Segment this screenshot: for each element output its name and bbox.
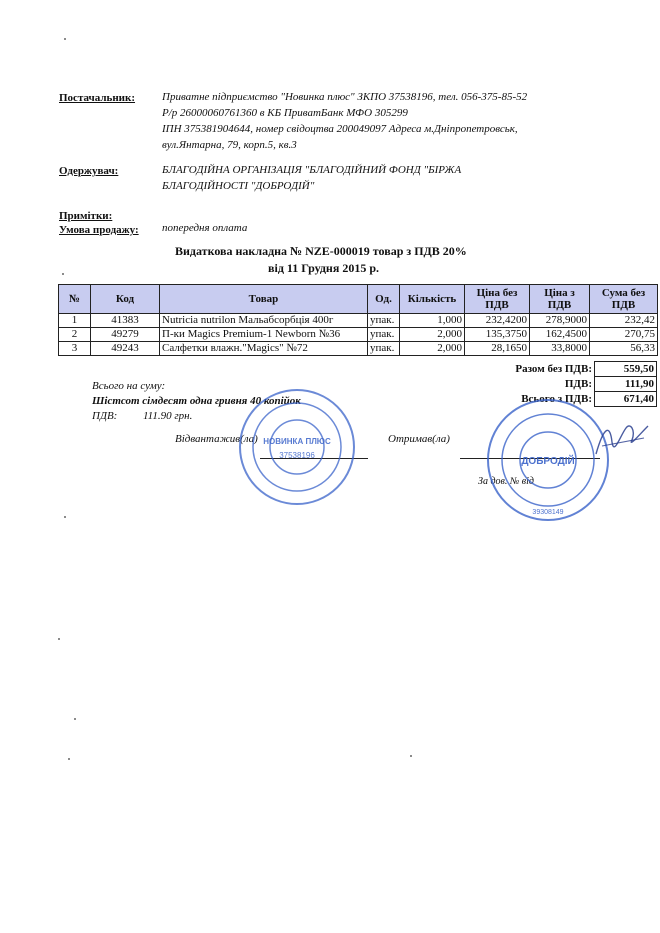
cell-number: 2 [59, 328, 91, 342]
header-quantity: Кількість [400, 285, 465, 314]
buyer-line: БЛАГОДІЙНОСТІ "ДОБРОДІЙ" [162, 180, 315, 192]
cell-quantity: 2,000 [400, 328, 465, 342]
buyer-signature [592, 416, 652, 462]
cell-sum-net: 270,75 [590, 328, 658, 342]
header-price-net: Ціна без ПДВ [465, 285, 530, 314]
total-vat-value: 111,90 [595, 377, 657, 392]
terms-value: попередня оплата [162, 222, 248, 234]
scan-speck [62, 273, 64, 275]
sum-words-text: Шістсот сімдесят одна гривня 40 копійок [92, 395, 301, 407]
scan-speck [410, 755, 412, 757]
received-by-label: Отримав(ла) [388, 433, 450, 445]
shipped-by-label: Відвантажив(ла) [175, 433, 258, 445]
cell-unit: упак. [368, 314, 400, 328]
cell-quantity: 1,000 [400, 314, 465, 328]
total-gross-label: Всього з ПДВ: [521, 393, 592, 405]
scan-speck [64, 38, 66, 40]
header-price-gross: Ціна з ПДВ [530, 285, 590, 314]
cell-price-net: 135,3750 [465, 328, 530, 342]
cell-price-gross: 278,9000 [530, 314, 590, 328]
supplier-line: вул.Янтарна, 79, корп.5, кв.3 [162, 139, 297, 151]
buyer-line: БЛАГОДІЙНА ОРГАНІЗАЦІЯ "БЛАГОДІЙНИЙ ФОНД "БІРЖА [162, 164, 462, 176]
table-row [59, 314, 658, 328]
header-product: Товар [160, 285, 368, 314]
goods-table [58, 284, 658, 356]
table-row [59, 328, 658, 342]
vat-words-label: ПДВ: [92, 410, 118, 422]
sum-words-label: Всього на суму: [92, 380, 166, 392]
supplier-details [162, 89, 527, 153]
totals-row-net [380, 362, 657, 377]
cell-product: Салфетки влажн."Magics" №72 [160, 342, 368, 356]
cell-code: 41383 [91, 314, 160, 328]
scan-speck [64, 516, 66, 518]
cell-price-gross: 162,4500 [530, 328, 590, 342]
scan-speck [74, 718, 76, 720]
total-net-value: 559,50 [595, 362, 657, 377]
cell-product: П-ки Magics Premium-1 Newborn №36 [160, 328, 368, 342]
header-number: № [59, 285, 91, 314]
cell-sum-net: 56,33 [590, 342, 658, 356]
supplier-line: Приватне підприємство "Новинка плюс" ЗКПО 37538196, тел. 056-375-85-52 [162, 91, 528, 103]
cell-number: 1 [59, 314, 91, 328]
cell-price-gross: 33,8000 [530, 342, 590, 356]
document-date: від 11 Грудня 2015 р. [268, 261, 380, 275]
cell-price-net: 232,4200 [465, 314, 530, 328]
cell-code: 49243 [91, 342, 160, 356]
total-gross-value: 671,40 [595, 392, 657, 407]
header-sum-net: Сума без ПДВ [590, 285, 658, 314]
cell-unit: упак. [368, 342, 400, 356]
seller-stamp [236, 386, 358, 508]
cell-price-net: 28,1650 [465, 342, 530, 356]
table-row [59, 342, 658, 356]
totals-row-vat [380, 377, 657, 392]
total-net-label: Разом без ПДВ: [515, 363, 592, 375]
proxy-label: За дов. № від [478, 476, 534, 487]
table-header-row [59, 285, 658, 314]
vat-words-value: 111.90 грн. [143, 410, 193, 422]
header-unit: Од. [368, 285, 400, 314]
supplier-line: Р/р 26000060761360 в КБ ПриватБанк МФО 305299 [162, 107, 408, 119]
scan-speck [68, 758, 70, 760]
cell-product: Nutricia nutrilon Мальабсорбція 400г [160, 314, 368, 328]
scan-speck [58, 638, 60, 640]
buyer-label: Одержувач: [59, 165, 119, 177]
document-title: Видаткова накладна № NZE-000019 товар з ПДВ 20% [175, 244, 467, 258]
header-code: Код [91, 285, 160, 314]
supplier-line: ІПН 375381904644, номер свідоцтва 200049097 Адреса м.Дніпропетровськ, [162, 123, 518, 135]
total-vat-label: ПДВ: [564, 378, 592, 390]
buyer-stamp-name: ДОБРОДІЙ [521, 456, 575, 467]
cell-unit: упак. [368, 328, 400, 342]
cell-sum-net: 232,42 [590, 314, 658, 328]
supplier-label: Постачальник: [59, 92, 136, 104]
cell-number: 3 [59, 342, 91, 356]
buyer-stamp-code: 39308149 [532, 509, 564, 516]
notes-label: Примітки: [59, 210, 113, 222]
terms-label: Умова продажу: [59, 224, 139, 236]
seller-stamp-code: 37538196 [279, 451, 315, 460]
buyer-details [162, 162, 461, 194]
cell-quantity: 2,000 [400, 342, 465, 356]
cell-code: 49279 [91, 328, 160, 342]
seller-stamp-name: НОВИНКА ПЛЮС [263, 437, 331, 446]
